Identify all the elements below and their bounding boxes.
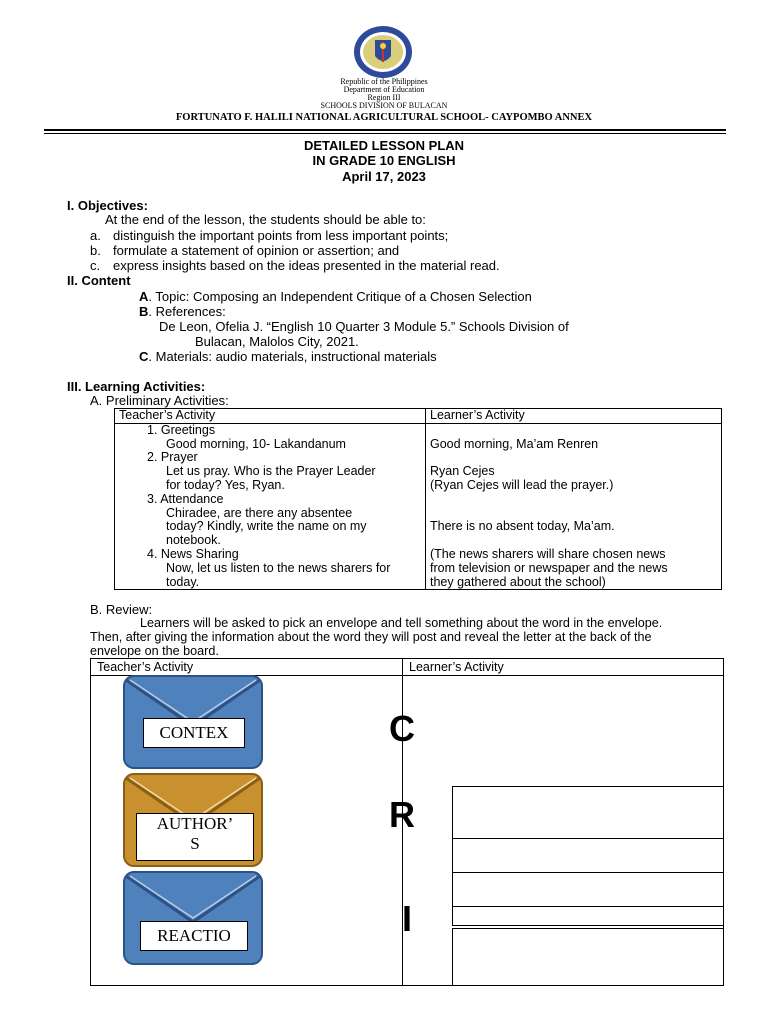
- authors-label-line1: AUTHOR’: [156, 814, 234, 833]
- doc-title-line2: IN GRADE 10 ENGLISH: [312, 153, 456, 168]
- teacher-line: for today? Yes, Ryan.: [166, 477, 285, 492]
- envelope-authors-label: [136, 813, 254, 861]
- learner-line: [430, 451, 717, 465]
- content-heading: II. Content: [67, 273, 131, 288]
- header-department: Department of Education: [343, 85, 425, 94]
- review-paragraph-line-2: Then, after giving the information about the word they will post and reveal the letter at the back of the: [90, 630, 652, 644]
- objective-marker-a: a.: [90, 228, 101, 243]
- blank-box: [452, 872, 724, 908]
- learner-line: from television or newspaper and the news: [430, 560, 668, 575]
- col-teacher-header: Teacher’s Activity: [115, 409, 426, 424]
- content-materials: [139, 349, 437, 364]
- deped-seal-logo: [352, 24, 414, 80]
- header-rule: [44, 129, 726, 131]
- header-school: FORTUNATO F. HALILI NATIONAL AGRICULTURAL SCHOOL- CAYPOMBO ANNEX: [175, 112, 593, 123]
- objective-item-a: distinguish the important points from less important points;: [113, 228, 449, 243]
- learner-line: [430, 507, 717, 521]
- learner-line: [430, 493, 717, 507]
- review-col-teacher-header: Teacher’s Activity: [97, 660, 194, 674]
- blank-box: [452, 838, 724, 874]
- teacher-line: today? Kindly, write the name on my: [166, 519, 367, 534]
- blank-box: [452, 928, 724, 986]
- revealed-letter-i: I: [402, 898, 413, 939]
- teacher-line: 2. Prayer: [147, 450, 198, 465]
- learner-line: [430, 534, 717, 548]
- reference-line-2: Bulacan, Malolos City, 2021.: [195, 334, 359, 349]
- objective-item-c: express insights based on the ideas presented in the material read.: [113, 258, 500, 273]
- teacher-line: Let us pray. Who is the Prayer Leader: [166, 464, 376, 479]
- objective-marker-c: c.: [90, 258, 101, 273]
- teacher-line: Now, let us listen to the news sharers for: [166, 560, 391, 575]
- objective-item-b: formulate a statement of opinion or assertion; and: [113, 243, 400, 258]
- table-header-row: [115, 409, 722, 424]
- teacher-activity-cell: [115, 423, 426, 590]
- reference-line-1: De Leon, Ofelia J. “English 10 Quarter 3 Module 5.” Schools Division of: [159, 319, 569, 334]
- teacher-line: Good morning, 10- Lakandanum: [166, 436, 346, 451]
- envelope-reaction-label: REACTIO: [140, 921, 248, 951]
- learner-activity-cell: [426, 423, 722, 590]
- teacher-line: today.: [166, 574, 200, 589]
- review-paragraph-line-3: envelope on the board.: [90, 644, 219, 658]
- revealed-letter-c: C: [389, 708, 415, 749]
- preliminary-heading: A. Preliminary Activities:: [90, 393, 229, 408]
- topic-text: . Topic: Composing an Independent Critique of a Chosen Selection: [148, 289, 532, 304]
- learner-line: they gathered about the school): [430, 574, 606, 589]
- blank-box: [452, 906, 724, 926]
- topic-marker: A: [139, 289, 149, 304]
- header-region: Region III: [367, 93, 401, 102]
- table-row: [115, 423, 722, 590]
- review-col-learner-header: Learner’s Activity: [409, 660, 504, 674]
- doc-title-line1: DETAILED LESSON PLAN: [303, 138, 465, 153]
- col-learner-header: Learner’s Activity: [426, 409, 722, 424]
- doc-date: April 17, 2023: [342, 169, 426, 184]
- revealed-letter-r: R: [389, 794, 415, 835]
- preliminary-activities-table: [114, 408, 722, 590]
- teacher-line: 1. Greetings: [147, 422, 216, 437]
- objective-marker-b: b.: [90, 243, 101, 258]
- content-references: [139, 304, 226, 319]
- blank-box: [452, 786, 724, 840]
- teacher-line: notebook.: [166, 533, 221, 548]
- header-rule-thin: [44, 133, 726, 134]
- content-topic: [139, 289, 532, 304]
- teacher-line: 3. Attendance: [147, 491, 224, 506]
- materials-text: . Materials: audio materials, instructional materials: [148, 349, 437, 364]
- header-division: SCHOOLS DIVISION OF BULACAN: [320, 101, 448, 110]
- teacher-line: Chiradee, are there any absentee: [166, 505, 353, 520]
- authors-label-line2: S: [190, 834, 200, 853]
- activities-heading: III. Learning Activities:: [67, 379, 206, 394]
- ref-label: . References:: [148, 304, 226, 319]
- learner-line: (Ryan Cejes will lead the prayer.): [430, 477, 614, 492]
- teacher-line: 4. News Sharing: [147, 546, 239, 561]
- mat-marker: C: [139, 349, 149, 364]
- ref-marker: B: [139, 304, 149, 319]
- objectives-intro: At the end of the lesson, the students should be able to:: [105, 212, 426, 227]
- envelope-context-label: CONTEX: [143, 718, 245, 748]
- learner-line: There is no absent today, Ma’am.: [430, 519, 615, 534]
- learner-line: Good morning, Ma’am Renren: [430, 436, 599, 451]
- envelope-reaction-icon[interactable]: [122, 870, 264, 966]
- learner-line: (The news sharers will share chosen news: [430, 546, 666, 561]
- learner-line: Ryan Cejes: [430, 464, 495, 479]
- objectives-heading: I. Objectives:: [67, 198, 148, 213]
- review-paragraph-line-1: Learners will be asked to pick an envelope and tell something about the word in the envelope.: [140, 616, 663, 630]
- review-heading: B. Review:: [90, 602, 153, 617]
- learner-line: [430, 424, 717, 438]
- header-republic: Republic of the Philippines: [340, 77, 428, 86]
